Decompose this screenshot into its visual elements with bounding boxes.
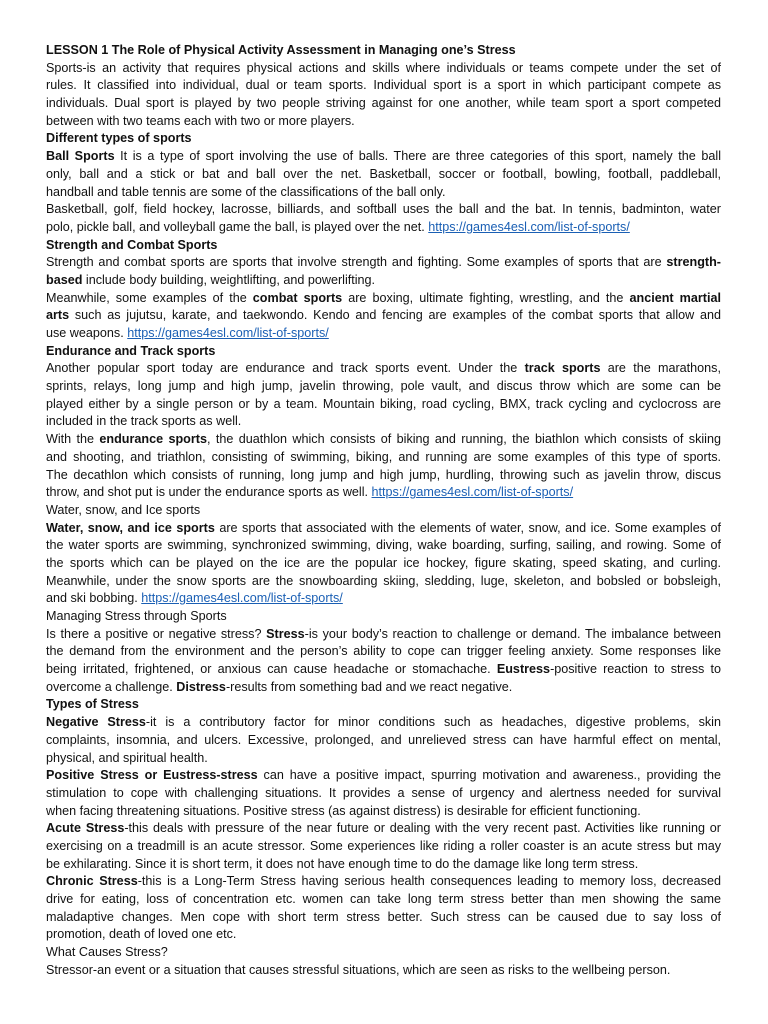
paragraph-line: Water, snow, and ice sports are sports that associated with the elements of water, snow, and ice. Some examples of xyxy=(46,520,721,535)
document-page xyxy=(46,42,721,979)
paragraph-line: Meanwhile, some examples of the combat sports are boxing, ultimate fighting, wrestling, and the ancient martial xyxy=(46,290,721,305)
paragraph-line: based include body building, weightlifting, and powerlifting. xyxy=(46,272,376,287)
paragraph-line: being irritated, frightened, or anxious can cause headache or stomachache. Eustress-positive reaction to stress to xyxy=(46,662,721,677)
paragraph-line: the demand from the environment and the person’s ability to cope can trigger feeling anxiety. Some responses like xyxy=(46,644,721,659)
heading-types-of-sports: Different types of sports xyxy=(46,131,192,146)
paragraph-line: Is there a positive or negative stress? Stress-is your body’s reaction to challenge or demand. The imbalance between xyxy=(46,626,721,641)
paragraph-line: polo, pickle ball, and volleyball game the ball, is played over the net. https://games4esl.com/list-of-sports/ xyxy=(46,219,630,234)
paragraph-line: overcome a challenge. Distress-results from something bad and we react negative. xyxy=(46,679,513,694)
source-link[interactable]: https://games4esl.com/list-of-sports/ xyxy=(127,326,329,340)
paragraph-line: played either by a single person or by a team. Mountain biking, road cycling, BMX, track cycling and cyclocross are xyxy=(46,396,721,411)
source-link[interactable]: https://games4esl.com/list-of-sports/ xyxy=(428,219,630,234)
paragraph-line: included in the track sports as well. xyxy=(46,414,242,429)
paragraph-line: stimulation to cope with challenging situations. It provides a sense of urgency and alertness needed for survival xyxy=(46,785,721,800)
source-link[interactable]: https://games4esl.com/list-of-sports/ xyxy=(141,591,343,606)
paragraph-line: With the endurance sports, the duathlon which consists of biking and running, the biathlon which consists of skiing xyxy=(46,432,721,447)
paragraph-line: use weapons. https://games4esl.com/list-of-sports/ xyxy=(46,326,329,340)
paragraph-line: drive for eating, loss of concentration etc. women can take long term stress better than men showing the same xyxy=(46,892,721,906)
paragraph-line: when facing threatening situations. Positive stress (as against distress) is desirable for efficient functioning. xyxy=(46,803,641,818)
paragraph-line: handball and table tennis are some of the classifications of the ball only. xyxy=(46,184,446,199)
paragraph-line: exercising on a treadmill is an acute stressor. Some experiences like riding a roller coaster is an acute stress but may xyxy=(46,838,721,853)
paragraph-line: only, ball and a stick or bat and ball over the net. Basketball, soccer or football, bowling, football, paddleball, xyxy=(46,166,721,181)
paragraph-line: and ski bobbing. https://games4esl.com/list-of-sports/ xyxy=(46,591,343,606)
heading-types-of-stress: Types of Stress xyxy=(46,697,139,712)
paragraph-line: complaints, insomnia, and ulcers. Excessive, prolonged, and unrelieved stress can have harmful effect on mental, xyxy=(46,732,721,747)
paragraph-line: and shooting, and triathlon, consisting of swimming, biking, and running are some examples of this type of sports. xyxy=(46,449,721,464)
paragraph-line: the water sports are swimming, synchronized swimming, diving, wake boarding, surfing, sailing, and rowing. Some of xyxy=(46,538,721,553)
paragraph-line: arts such as jujutsu, karate, and taekwondo. Kendo and fencing are examples of the combat sports that allow and xyxy=(46,308,721,323)
paragraph-line: individuals. Dual sport is played by two people striving against for one another, while team sport a sport competed xyxy=(46,96,721,111)
paragraph-line: maladaptive changes. Men cope with short term stress better. Such stress can be caused due to say loss of xyxy=(46,909,721,924)
paragraph-line: Chronic Stress-this is a Long-Term Stress having serious health consequences leading to memory loss, decreased xyxy=(46,874,721,889)
paragraph-line: sprints, relays, long jump and high jump, javelin throwing, pole vault, and discus throw which are some can be xyxy=(46,379,721,394)
paragraph-line: Negative Stress-it is a contributory factor for minor conditions such as headaches, digestive problems, skin xyxy=(46,715,721,730)
heading-water-snow-ice: Water, snow, and Ice sports xyxy=(46,502,201,517)
paragraph-line: Acute Stress-this deals with pressure of the near future or dealing with the very recent past. Activities like running or xyxy=(46,821,722,836)
heading-strength-combat: Strength and Combat Sports xyxy=(46,237,218,252)
paragraph-line: rules. It classified into individual, dual or team sports. Individual sport is a sport in which participant compete as xyxy=(46,78,721,93)
lesson-title: LESSON 1 The Role of Physical Activity Assessment in Managing one’s Stress xyxy=(46,43,516,57)
paragraph-line: Meanwhile, under the snow sports are the snowboarding skiing, sledding, luge, skeleton, and bobsled or bobsleigh, xyxy=(46,573,721,588)
heading-managing-stress: Managing Stress through Sports xyxy=(46,609,227,623)
paragraph-line: the sports which can be played on the ice are the popular ice hockey, figure skating, speed skating, and curling. xyxy=(46,555,721,570)
paragraph-line: Sports-is an activity that requires physical actions and skills where individuals or teams compete under the set of xyxy=(46,60,721,75)
heading-endurance-track: Endurance and Track sports xyxy=(46,343,216,358)
source-link[interactable]: https://games4esl.com/list-of-sports/ xyxy=(371,485,574,500)
paragraph-line: physical, and spiritual health. xyxy=(46,750,208,765)
paragraph-line: Another popular sport today are endurance and track sports event. Under the track sports are the marathons, xyxy=(46,361,721,376)
paragraph-line: Ball Sports It is a type of sport involving the use of balls. There are three categories of this sport, namely the ball xyxy=(46,149,721,164)
paragraph-line: Basketball, golf, field hockey, lacrosse, billiards, and softball uses the ball and the bat. In tennis, badminton, water xyxy=(46,202,721,217)
paragraph-line: between with two teams each with two or more players. xyxy=(46,113,355,128)
paragraph-line: The decathlon which consists of running, long jump and high jump, hurdling, throwing such as javelin throw, discus xyxy=(46,467,721,482)
paragraph-line: be exhilarating. Since it is short term, it does not have enough time to do the damage like long term stress. xyxy=(46,856,639,871)
paragraph-line: Strength and combat sports are sports that involve strength and fighting. Some examples of sports that are strength- xyxy=(46,255,721,270)
heading-what-causes-stress: What Causes Stress? xyxy=(46,945,168,960)
paragraph-line: throw, and shot put is under the endurance sports as well. https://games4esl.com/list-of-sports/ xyxy=(46,485,574,500)
paragraph-line: Positive Stress or Eustress-stress can have a positive impact, spurring motivation and awareness., providing the xyxy=(46,768,721,783)
paragraph-line: promotion, death of loved one etc. xyxy=(46,927,237,942)
paragraph-line: Stressor-an event or a situation that causes stressful situations, which are seen as risks to the wellbeing person. xyxy=(46,962,671,977)
